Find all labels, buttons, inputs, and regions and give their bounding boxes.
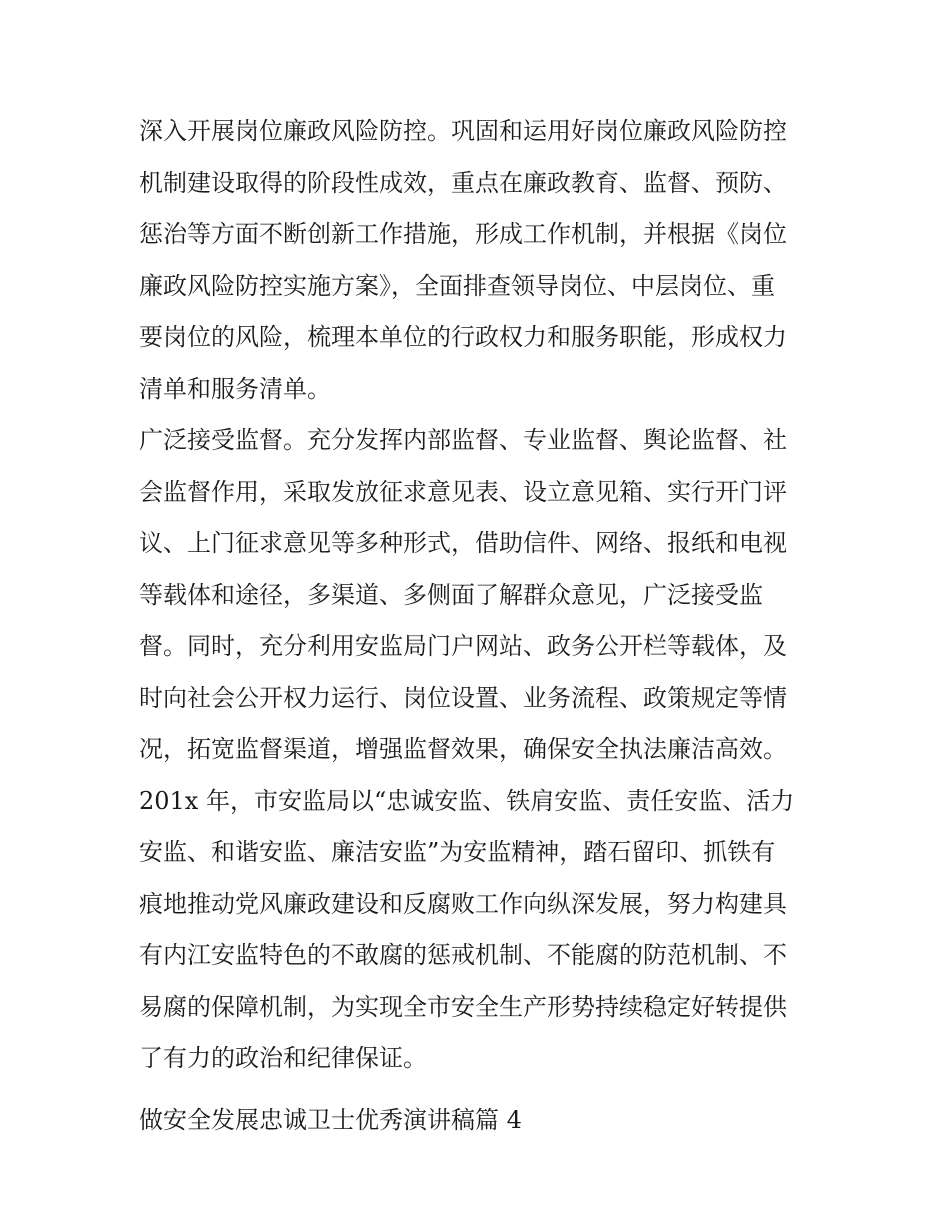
paragraph-accept-supervision: 广泛接受监督。充分发挥内部监督、专业监督、舆论监督、社 会监督作用，采取发放征求意见表、设立意见箱、实行开门评 议、上门征求意见等多种形式，借助信件、网络、报纸和电视 等载体和途径，多渠道、多侧面了解群众意见，广泛接受监 督。同时，充分利用安监局门户网站、政务公开栏等载体，及 时向社会公开权力运行、岗位设置、业务流程、政策规定等情 况，拓宽监督渠道，增强监督效果，确保安全执法廉洁高效。 [139, 426, 787, 763]
section-heading: 做安全发展忠诚卫士优秀演讲稿篇 4 [139, 1105, 522, 1134]
document-body [139, 106, 819, 1146]
paragraph-post-risk-control: 深入开展岗位廉政风险防控。巩固和运用好岗位廉政风险防控 机制建设取得的阶段性成效，重点在廉政教育、监督、预防、 惩治等方面不断创新工作措施，形成工作机制，并根据《岗位 廉政风险防控实施方案》，全面排查领导岗位、中层岗位、重 要岗位的风险，梳理本单位的行政权力和服务职能，形成权力 清单和服务清单。 [139, 117, 787, 403]
paragraph-annual-summary: 201x 年，市安监局以“忠诚安监、铁肩安监、责任安监、活力 安监、和谐安监、廉洁安监”为安监精神，踏石留印、抓铁有 痕地推动党风廉政建设和反腐败工作向纵深发展，努力构建具 有内江安监特色的不敢腐的惩戒机制、不能腐的防范机制、不 易腐的保障机制，为实现全市安全生产形势持续稳定好转提供 了有力的政治和纪律保证。 [139, 786, 795, 1072]
